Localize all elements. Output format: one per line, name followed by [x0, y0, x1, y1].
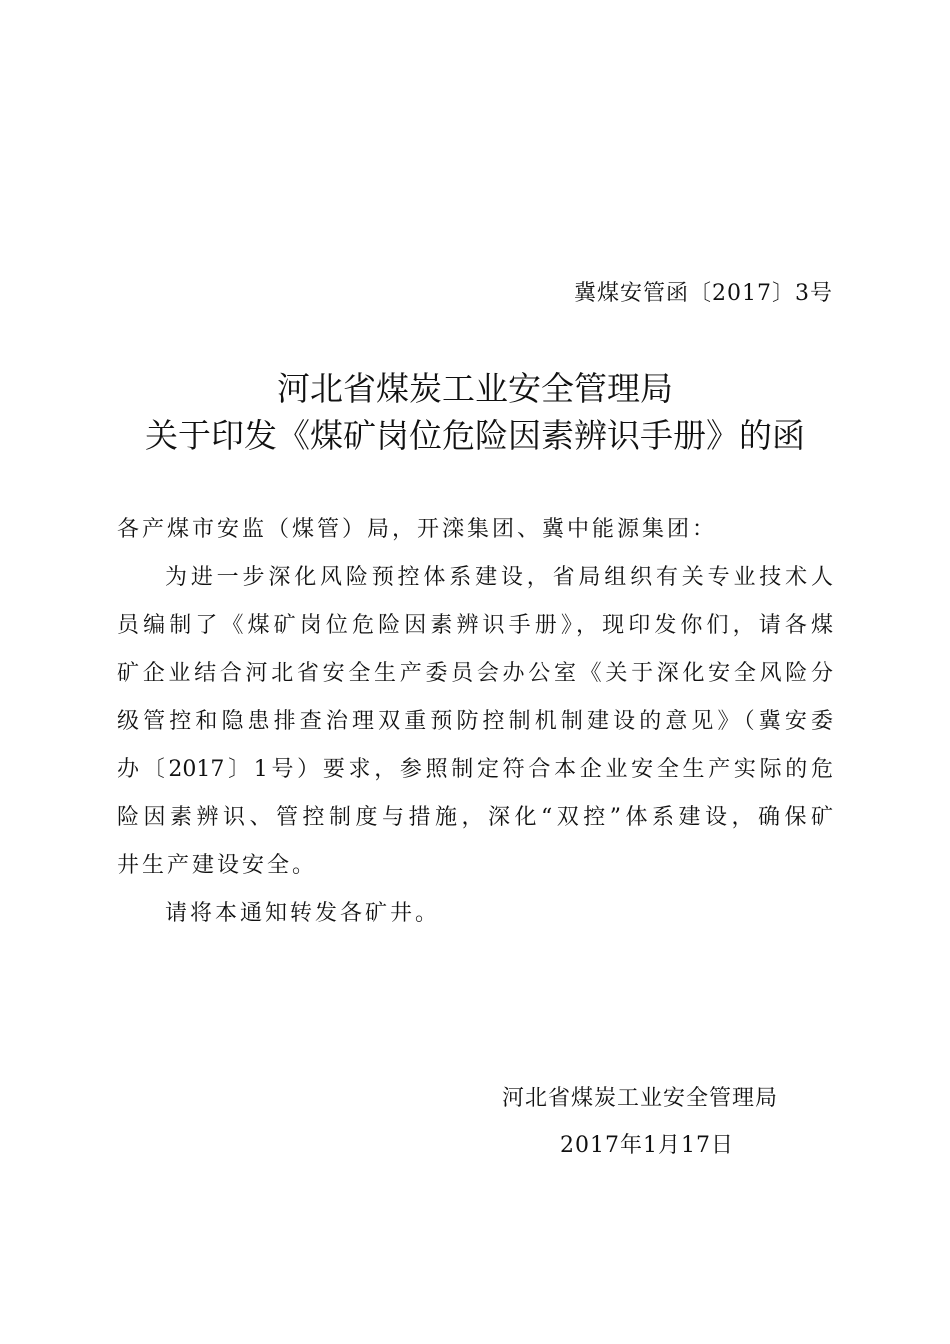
issuer-signature: 河北省煤炭工业安全管理局 [502, 1086, 779, 1111]
document-title-line-1: 河北省煤炭工业安全管理局 [277, 369, 673, 408]
body-line: 级管控和隐患排查治理双重预防控制机制建设的意见》（冀安委 [117, 709, 833, 734]
body-line: 矿企业结合河北省安全生产委员会办公室《关于深化安全风险分 [117, 661, 833, 686]
closing-paragraph: 请将本通知转发各矿井。 [165, 901, 441, 926]
body-line: 员编制了《煤矿岗位危险因素辨识手册》，现印发你们，请各煤 [117, 613, 833, 638]
body-line: 为进一步深化风险预控体系建设，省局组织有关专业技术人 [165, 565, 833, 590]
document-number: 冀煤安管函〔2017〕3号 [574, 281, 833, 306]
issue-date: 2017年1月17日 [560, 1133, 734, 1158]
body-line: 办〔2017〕1号）要求，参照制定符合本企业安全生产实际的危 [117, 757, 833, 782]
body-line: 井生产建设安全。 [117, 853, 318, 878]
recipients: 各产煤市安监（煤管）局，开滦集团、冀中能源集团： [117, 517, 718, 542]
document-title-line-2: 关于印发《煤矿岗位危险因素辨识手册》的函 [145, 416, 805, 455]
body-line: 险因素辨识、管控制度与措施，深化“双控”体系建设，确保矿 [117, 805, 833, 830]
